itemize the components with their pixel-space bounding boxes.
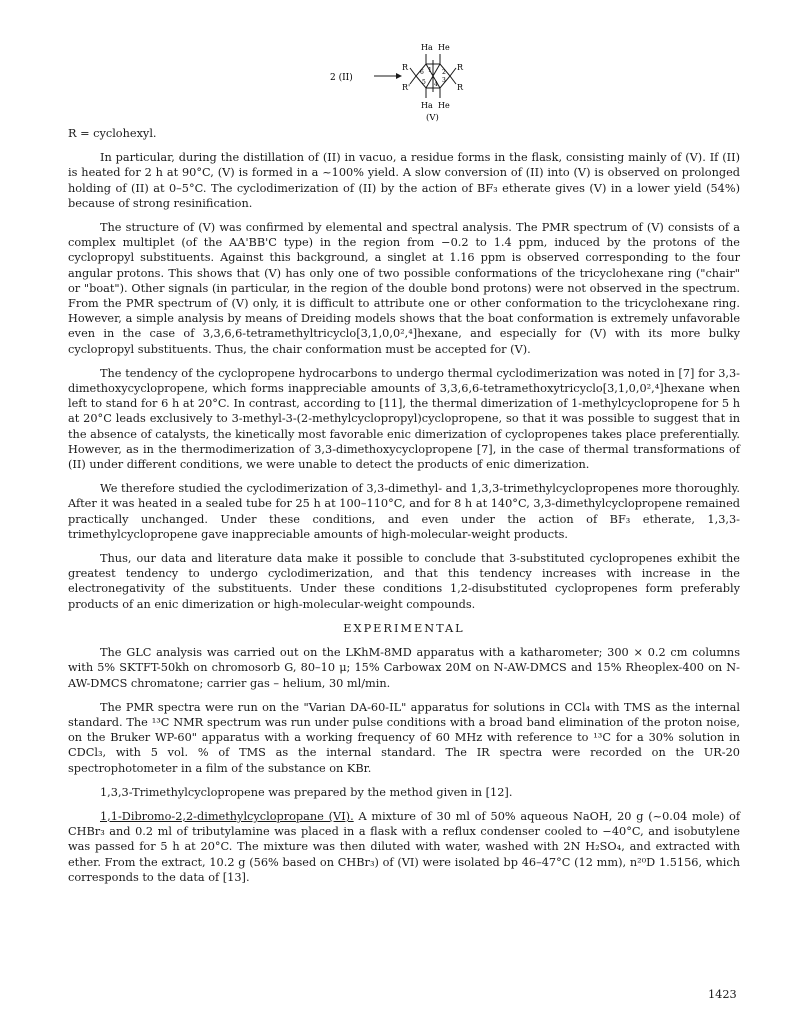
tricyclohexane-structure [330,38,490,122]
compound-title: 1,1-Dibromo-2,2-dimethylcyclopropane (VI). [100,809,354,823]
dimerization-scheme [330,38,490,122]
product-label: (V) [426,113,439,123]
ring-number-2: 2 [442,69,446,76]
ring-number-1: 1 [428,67,432,74]
compound-procedure: A mixture of 30 ml of 50% aqueous NaOH, 20 g (~0.04 mole) of CHBr₃ and 0.2 ml of tributylamine was placed in a flask with a reflux condenser cooled to −40°C, and isobutylene was passed for 5 h at 20°C. The mixture was then diluted with water, washed with 2N H₂SO₄, and extracted with ether. From the extract, 10.2 g (56% based on CHBr₃) of (VI) were isolated bp 46–47°C (12 mm), n²⁰D 1.5156, which corresponds to the data of [13]. [68,809,741,884]
h-top-left: Ha [421,43,433,52]
substituent-definition: R = cyclohexyl. [68,127,157,140]
ring-number-6: 6 [420,69,424,76]
reaction-prefix: 2 (II) [330,73,353,83]
r-right-lower: R [457,83,464,92]
ring-number-3: 3 [442,77,446,84]
paragraph-glc: The GLC analysis was carried out on the LKhM-8MD apparatus with a katharometer; 300 × 0.2 cm columns with 5% SKTFT-50kh on chromosorb G, 80–10 μ; 15% Carbowax 20M on N-AW-DMCS and 15% Rheoplex-400 on N-AW-DMCS chromatone; carrier gas – helium, 30 ml/min. [68,646,740,690]
ring-number-5: 5 [422,79,426,86]
ring-number-4: 4 [434,81,438,88]
r-right-upper: R [457,63,464,72]
r-left-lower: R' [402,83,411,92]
paragraph-tendency: The tendency of the cyclopropene hydrocarbons to undergo thermal cyclodimerization was noted in [7] for 3,3-dimethoxycyclopropene, which forms inappreciable amounts of 3,3,6,6-tetramethoxytricyclo[3,1,0,0²,⁴]hexane when left to stand for 6 h at 20°C. In contrast, according to [11], the thermal dimerization of 1-methylcyclopropene for 5 h at 20°C leads exclusively to 3-methyl-3-(2-methylcyclopropyl)cyclopropene, so that it was possible to suggest that in the absence of catalysts, the kinetically most favorable enic dimerization of cyclopropenes takes place preferentially. However, as in the thermodimerization of 3,3-dimethoxycyclopropene [7], in the case of thermal transformations of (II) under different conditions, we were unable to detect the products of enic dimerization. [68,366,740,472]
paragraph-methyl-study: We therefore studied the cyclodimerization of 3,3-dimethyl- and 1,3,3-trimethylcyclopropenes more thoroughly. After it was heated in a sealed tube for 25 h at 100–110°C, and for 8 h at 140°C, 3,3-dimethylcyclopropene remained practically unchanged. Under these conditions, and even under the action of BF₃ etherate, 1,3,3-trimethylcyclopropene gave inappreciable amounts of high-molecular-weight products. [68,482,740,541]
r-left-upper: R [402,63,409,72]
paragraph-structure: The structure of (V) was confirmed by elemental and spectral analysis. The PMR spectrum of (V) consists of a complex multiplet (of the AA'BB'C type) in the region from −0.2 to 1.4 ppm, induced by the protons of the cyclopropyl substituents. Against this background, a singlet at 1.16 ppm is observed corresponding to the four angular protons. This shows that (V) has only one of two possible conformations of the tricyclohexane ring ("chair" or "boat"). Other signals (in particular, in the region of the double bond protons) were not observed in the spectrum. From the PMR spectrum of (V) only, it is difficult to attribute one or other conformation to the tricyclohexane ring. However, a simple analysis by means of Dreiding models shows that the boat conformation is extremely unfavorable even in the case of 3,3,6,6-tetramethyltricyclo[3,1,0,0²,⁴]hexane, and especially for (V) with its more bulky cyclopropyl substituents. Thus, the chair conformation must be accepted for (V). [68,221,740,356]
section-heading-experimental: EXPERIMENTAL [343,621,465,635]
paragraph-preparation: 1,3,3-Trimethylcyclopropene was prepared by the method given in [12]. [100,785,513,799]
paragraph-spectra: The PMR spectra were run on the "Varian DA-60-IL" apparatus for solutions in CCl₄ with TMS as the internal standard. The ¹³C NMR spectrum was run under pulse conditions with a broad band elimination of the proton noise, on the Bruker WP-60" apparatus with a working frequency of 60 MHz with reference to ¹³C for a 30% solution in CDCl₃, with 5 vol. % of TMS as the internal standard. The IR spectra were recorded on the UR-20 spectrophotometer in a film of the substance on KBr. [68,700,740,775]
paragraph-conclusion: Thus, our data and literature data make it possible to conclude that 3-substituted cyclopropenes exhibit the greatest tendency to undergo cyclodimerization, and that this tendency increases with increase in the electronegativity of the substituents. Under these conditions 1,2-disubstituted cyclopropenes form preferably products of an enic dimerization or high-molecular-weight compounds. [68,552,740,611]
paragraph-dibromo [68,809,740,885]
page-number: 1423 [708,988,737,1001]
h-bottom-left: Ha [421,101,433,110]
h-top-right: He [438,43,450,52]
paragraph-distillation: In particular, during the distillation of (II) in vacuo, a residue forms in the flask, consisting mainly of (V). If (II) is heated for 2 h at 90°C, (V) is formed in a ~100% yield. A slow conversion of (II) into (V) is observed on prolonged holding of (II) at 0–5°C. The cyclodimerization of (II) by the action of BF₃ etherate gives (V) in a lower yield (54%) because of strong resinification. [68,151,740,210]
article-body [68,126,740,894]
h-bottom-right: He [438,101,450,110]
